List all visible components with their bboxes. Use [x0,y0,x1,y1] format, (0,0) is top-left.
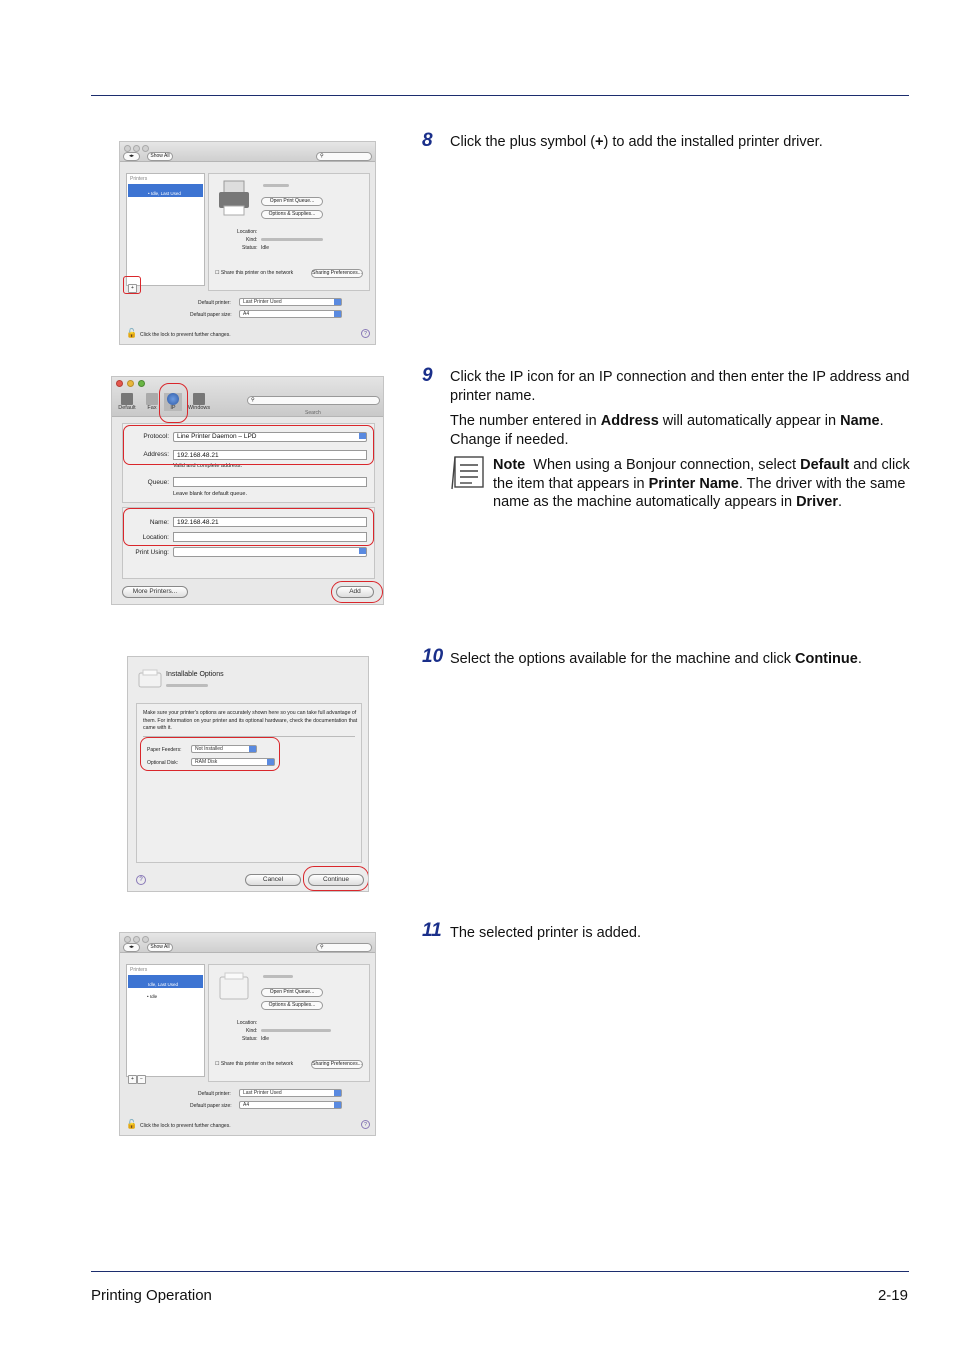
screenshot-installable-options [127,656,369,892]
printer-detail-panel [208,964,370,1082]
titlebar [120,933,375,953]
note-text [493,456,910,512]
printer-item-label: • Idle, Last Used [148,191,181,196]
paper-feeders-popup[interactable]: Not Installed [191,745,257,753]
share-label: Share this printer on the network [220,270,294,276]
step9-p2-d: Name [840,413,880,429]
printers-heading: Printers [130,176,148,182]
address-hint: Valid and complete address. [173,463,242,469]
help-icon[interactable]: ? [136,875,146,885]
continue-button[interactable]: Continue [308,874,364,886]
protocol-address-highlight [123,425,374,465]
default-printer-label: Default printer: [198,300,231,306]
paper-size-label: Default paper size: [190,312,232,318]
toolbar [112,377,383,417]
continue-highlight [303,866,369,891]
open-print-queue-button[interactable]: Open Print Queue... [261,988,323,997]
name-location-highlight [123,508,374,546]
more-printers-button[interactable]: More Printers... [122,586,188,598]
step9-p2-e: . Change if needed. [450,413,884,448]
name-label: Name: [149,519,169,526]
printers-heading: Printers [130,967,148,973]
printer-detail-panel [208,173,370,291]
step10-text-b: . [857,651,862,667]
search-field[interactable]: ⚲ [247,396,380,405]
status-value: Idle [261,1036,270,1042]
step8-text-a: Click the plus symbol ( [450,134,596,150]
printer-item-label: Idle, Last Used [148,982,179,987]
printer-list[interactable] [126,964,205,1077]
print-using-popup[interactable] [173,547,367,557]
step9-p2-a: The number entered in [450,413,601,429]
dialog-title: Installable Options [166,671,224,678]
share-checkbox[interactable]: ☐ Share this printer on the network [215,270,294,276]
note-c: and click the item that appears in [493,457,910,492]
address-field[interactable]: 192.168.48.21 [173,450,367,460]
add-highlight [331,581,383,603]
tab-ip-label: IP [170,405,176,411]
share-label: Share this printer on the network [220,1061,294,1067]
tab-default[interactable] [116,393,138,411]
note-d: Printer Name [648,475,739,492]
location-label: Location: [237,229,258,235]
lock-label: Click the lock to prevent further changes. [140,332,231,338]
location-label: Location: [237,1020,258,1026]
queue-hint: Leave blank for default queue. [173,491,248,497]
windows-tab-icon [193,393,205,405]
printer-list[interactable] [126,173,205,286]
screenshot-printer-added [119,932,376,1136]
tab-windows[interactable] [186,393,212,411]
cancel-button[interactable]: Cancel [245,874,301,886]
protocol-popup[interactable]: Line Printer Daemon – LPD [173,432,367,442]
sharing-prefs-button[interactable]: Sharing Preferences... [312,1061,362,1067]
paper-feeders-label: Paper Feeders: [147,747,182,753]
tab-fax-label: Fax [147,405,157,411]
note-label: Note [493,457,526,473]
step-text-11 [450,924,910,949]
note-a: When using a Bonjour connection, select [533,457,801,473]
queue-field[interactable] [173,477,367,487]
add-button[interactable]: Add [336,586,374,598]
default-printer-label: Default printer: [198,1091,231,1097]
open-print-queue-button[interactable]: Open Print Queue... [261,197,323,206]
note-e: . The driver with the same name as the machine automatically appears in [493,475,906,510]
footer-section-title: Printing Operation [91,1287,212,1304]
note-icon [450,456,486,490]
printer-thumbnail-icon [138,669,162,691]
paper-size-popup[interactable]: A4 [239,310,342,318]
address-label: Address: [143,451,169,458]
step-text-8 [450,133,910,158]
step-number-9: 9 [422,365,433,386]
printer-list-item[interactable] [128,184,203,197]
footer-rule [91,1271,909,1272]
ip-highlight [159,383,188,423]
step9-p2-b: Address [600,413,659,429]
default-printer-popup[interactable]: Last Printer Used [239,298,342,306]
step-number-11: 11 [422,920,442,941]
paper-size-popup[interactable]: A4 [239,1101,342,1109]
share-checkbox[interactable]: ☐ Share this printer on the network [215,1061,294,1067]
protocol-label: Protocol: [143,433,169,440]
printer-list-item[interactable] [128,975,203,988]
printer-icon [217,971,251,1007]
search-field[interactable]: ⚲ [316,152,372,161]
kind-label: Kind: [246,1028,258,1034]
tab-windows-label: Windows [187,405,211,411]
step-number-8: 8 [422,130,433,151]
back-forward-buttons[interactable]: ◂▸ [123,943,140,952]
note-f: Driver [796,494,838,510]
options-supplies-button[interactable]: Options & Supplies... [261,1001,323,1010]
help-icon[interactable]: ? [361,1120,370,1129]
add-printer-button[interactable]: + [128,1075,137,1084]
remove-printer-button[interactable]: − [137,1075,146,1084]
help-icon[interactable]: ? [361,329,370,338]
lock-icon[interactable]: 🔓 [126,1119,138,1129]
step8-text-bold: + [595,134,604,150]
titlebar [120,142,375,162]
note-b: Default [800,457,850,473]
optional-disk-label: Optional Disk: [147,760,179,766]
plus-highlight [123,276,141,294]
footer-page-number: 2-19 [877,1287,908,1304]
show-all-button[interactable]: Show All [147,152,173,161]
location-label: Location: [142,534,169,541]
printer-tab-icon [121,393,133,405]
queue-label: Queue: [147,479,169,486]
tab-default-label: Default [118,405,136,411]
tab-fax[interactable] [144,393,160,411]
print-using-label: Print Using: [135,549,169,556]
options-description: Make sure your printer's options are accurately shown here so you can take full advantage of them. For information on your printer and its optional hardware, check the documentation that came with it. [143,710,358,731]
kind-label: Kind: [246,237,258,243]
step-number-10: 10 [422,646,444,667]
paper-size-label: Default paper size: [190,1103,232,1109]
default-printer-popup[interactable]: Last Printer Used [239,1089,342,1097]
optional-disk-popup[interactable]: RAM Disk [191,758,275,766]
step10-text-bold: Continue [794,651,858,667]
status-label: Status: [242,1036,258,1042]
screenshot-add-printer [111,376,384,605]
step-text-9 [450,368,910,456]
add-printer-button[interactable]: + [128,284,137,293]
search-label: Search [305,410,321,416]
step8-text-b: ) to add the installed printer driver. [603,134,823,150]
show-all-button[interactable]: Show All [147,943,173,952]
name-field[interactable]: 192.168.48.21 [173,517,367,527]
printer-list-item-2[interactable]: • Idle [147,994,158,999]
screenshot-print-fax-prefs [119,141,376,345]
status-label: Status: [242,245,258,251]
sharing-prefs-button[interactable]: Sharing Preferences... [312,270,362,276]
status-value: Idle [261,245,270,251]
options-supplies-button[interactable]: Options & Supplies... [261,210,323,219]
options-highlight [140,737,280,771]
printer-icon [217,180,251,216]
note-g: . [837,494,843,510]
step10-text-a: Select the options available for the machine and click [450,651,795,667]
step9-text: Click the IP icon for an IP connection and then enter the IP address and printer name. [450,369,910,404]
options-panel [136,703,362,863]
step11-text: The selected printer is added. [450,925,642,941]
lock-icon[interactable]: 🔓 [126,328,138,338]
search-field[interactable]: ⚲ [316,943,372,952]
fax-tab-icon [146,393,158,405]
lock-label: Click the lock to prevent further changes. [140,1123,231,1129]
step9-p2-c: will automatically appear in [658,413,841,429]
step-text-10 [450,650,910,675]
back-forward-buttons[interactable]: ◂▸ [123,152,140,161]
header-rule [91,95,909,96]
